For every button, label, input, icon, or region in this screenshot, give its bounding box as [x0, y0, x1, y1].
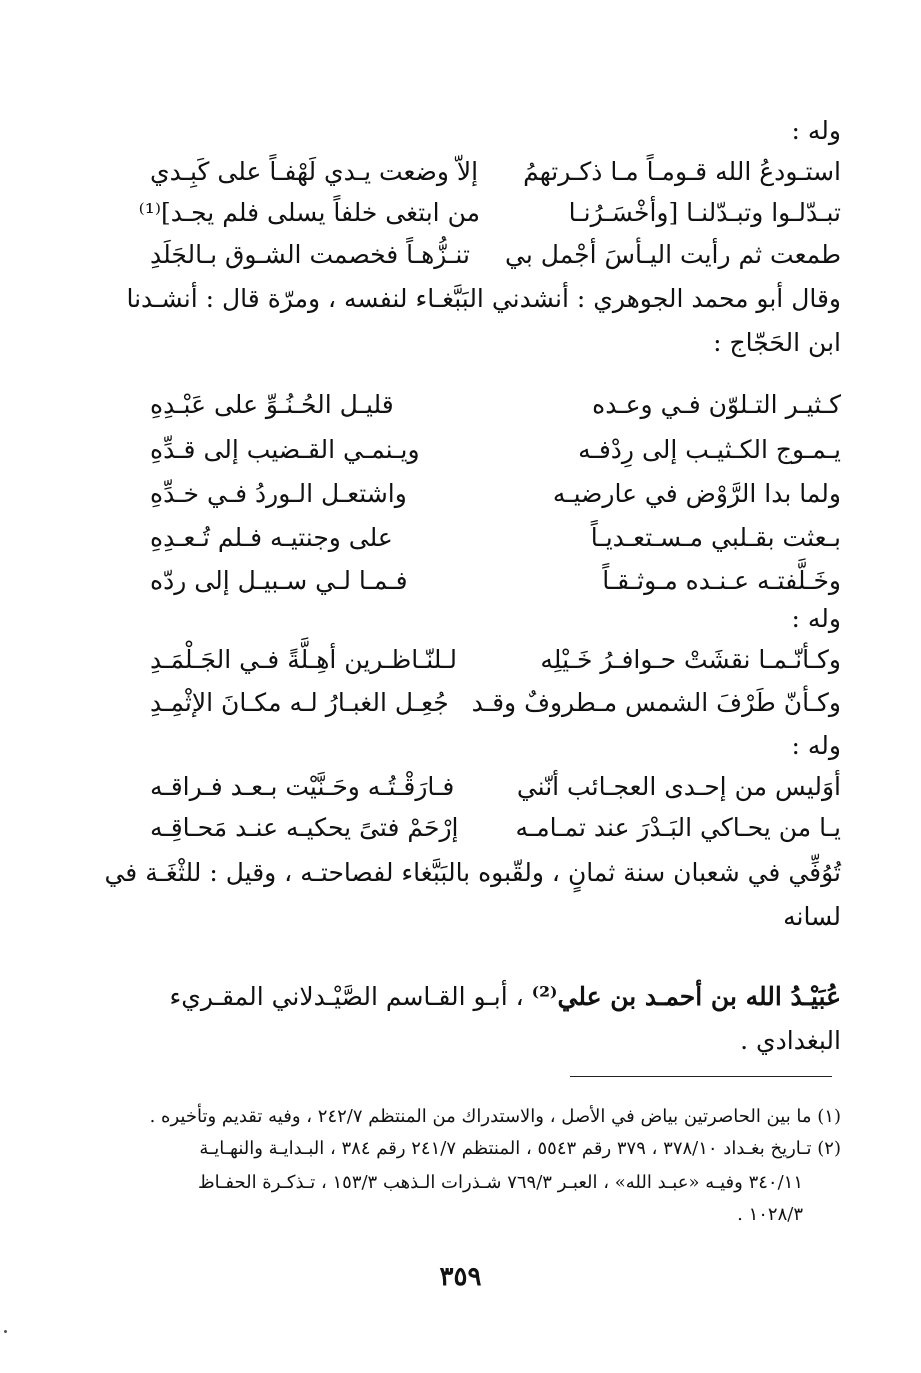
footnote-divider	[570, 1076, 832, 1077]
verse-second-hemistich: واشتعـل الـوردُ فـي خـدِّهِ	[150, 479, 407, 508]
narration-text: ابن الحَجّاج :	[713, 328, 841, 357]
verse-first-hemistich: وكـأنّـمـا نقشَتْ حـوافـرُ خَـيْلِه	[540, 645, 841, 674]
verse-second-hemistich: تنـزُّهـاً فخصمت الشـوق بـالجَلَدِ	[150, 240, 470, 269]
verse-second-hemistich: فـمـا لـي سـبيـل إلى ردّه	[150, 566, 408, 595]
verse-first-hemistich: أوَليس من إحـدى العجـائب أنّني	[516, 772, 841, 801]
verse-second-hemistich: لـلنّـاظـرين أهِـلَّةً فـي الجَـلْمَـدِ	[150, 645, 457, 674]
poem-intro: وله :	[791, 731, 841, 760]
footnote-2-continuation: ١٠٢٨/٣ .	[737, 1204, 803, 1225]
poem-intro: وله :	[791, 116, 841, 145]
scan-speck	[4, 1330, 7, 1333]
page-number: ٣٥٩	[439, 1262, 482, 1292]
verse-second-hemistich: جُعِـل الغبـارُ لـه مكـانَ الإثْمِـدِ	[150, 688, 449, 717]
verse-second-hemistich: إلاّ وضعت يـدي لَهْفـاً على كَبِـدي	[150, 157, 479, 186]
verse-first-hemistich: طمعت ثم رأيت اليـأسَ أجْمل بي	[505, 240, 841, 269]
biography-text: البغدادي .	[740, 1026, 841, 1055]
footnote-2: (٢) تـاريخ بغـداد ٣٧٨/١٠ ، ٣٧٩ رقم ٥٥٤٣ ، المنتظم ٢٤١/٧ رقم ٣٨٤ ، البـدايـة والنهـايـة	[199, 1138, 841, 1159]
verse-first-hemistich: استـودعُ الله قـومـاً مـا ذكـرتهمُ	[523, 157, 841, 186]
footnote-2-continuation: ٣٤٠/١١ وفيـه «عبـد الله» ، العبـر ٧٦٩/٣ شـذرات الـذهب ١٥٣/٣ ، تـذكـرة الحفـاظ	[197, 1172, 803, 1193]
biography-title: ، أبـو القـاسم الصَّيْـدلاني المقـريء	[169, 982, 532, 1011]
biography-name: عُبَيْـدُ الله بن أحمـد بن علي⁽²⁾	[531, 982, 841, 1011]
verse-second-hemistich: فـارَقْـتُـه وحَـنَّيْت بـعـد فـراقـه	[150, 772, 455, 801]
footnote-1: (١) ما بين الحاصرتين بياض في الأصل ، والاستدراك من المنتظم ٢٤٢/٧ ، وفيه تقديم وتأخيره .	[149, 1106, 841, 1127]
verse-first-hemistich: تبـدّلـوا وتبـدّلنـا [وأخْسَـرُنـا	[568, 198, 841, 227]
death-note: لسانه	[783, 902, 841, 931]
biography-heading	[170, 980, 841, 1014]
verse-first-hemistich: كـثيـر التـلوّن فـي وعـده	[592, 390, 841, 419]
verse-second-hemistich: من ابتغى خلفاً يسلى فلم يجـد]⁽¹⁾	[138, 198, 480, 227]
narration-text: وقال أبو محمد الجوهري : أنشدني البَبَّغـاء لنفسه ، ومرّة قال : أنشـدنا	[126, 284, 841, 313]
verse-first-hemistich: يـمـوج الكـثيـب إلى رِدْفـه	[578, 435, 841, 464]
verse-first-hemistich: بـعثت بقـلبي مـسـتعـديـاً	[590, 523, 841, 552]
verse-second-hemistich: قليـل الحُـنُـوِّ على عَبْـدِهِ	[150, 390, 394, 419]
verse-first-hemistich: وخَـلَّفتـه عـنـده مـوثـقـاً	[602, 566, 841, 595]
verse-second-hemistich: ويـنمـي القـضيب إلى قـدِّهِ	[150, 435, 420, 464]
verse-second-hemistich: إرْحَمْ فتىً يحكيـه عنـد مَحـاقِـه	[150, 813, 459, 842]
death-note: تُوُفِّي في شعبان سنة ثمانٍ ، ولقّبوه بالبَبَّغاء لفصاحتـه ، وقيل : للثْغَـة في	[104, 858, 841, 887]
verse-first-hemistich: يـا من يحـاكي البَـدْرَ عند تمـامـه	[515, 813, 841, 842]
verse-first-hemistich: ولما بدا الرَّوْض في عارضيـه	[552, 479, 841, 508]
verse-first-hemistich: وكـأنّ طَرْفَ الشمس مـطروفٌ وقـد	[471, 688, 841, 717]
poem-intro: وله :	[791, 604, 841, 633]
verse-second-hemistich: على وجنتيـه فـلم تُـعـدِهِ	[150, 523, 393, 552]
